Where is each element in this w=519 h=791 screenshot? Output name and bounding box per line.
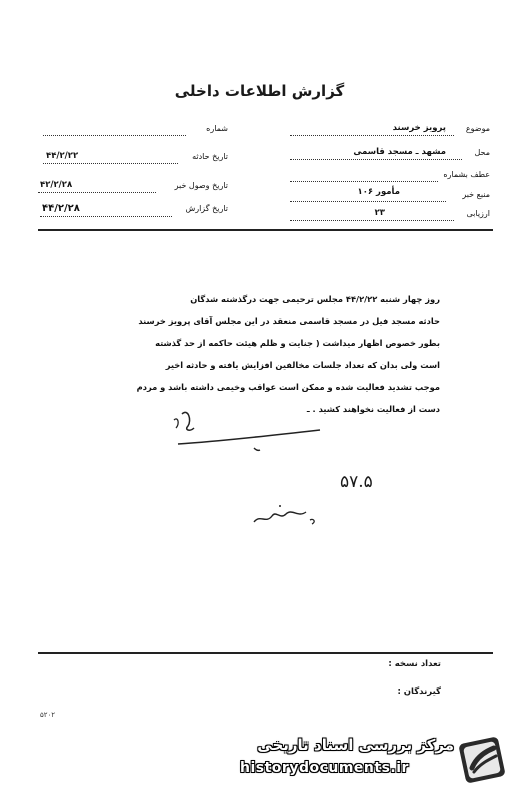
received-date-label: تاریخ وصول خبر [174,181,228,190]
report-date-value: ۴۴/۲/۲۸ [42,203,80,214]
source-value: مأمور ۱۰۶ [357,187,400,197]
report-date-dots [40,215,172,217]
subject-dots [290,134,454,136]
subject-value: پرویز خرسند [392,123,446,133]
event-date-value: ۴۴/۲/۲۲ [46,151,79,161]
watermark [230,732,512,786]
number-label: شماره [206,124,228,133]
reference-dots [290,180,438,182]
event-date-label: تاریخ حادثه [192,152,228,161]
report-date-label: تاریخ گزارش [185,204,228,213]
evaluation-dots [290,219,454,221]
reference-label: عطف بشماره [443,170,490,179]
annotation-number-text: ۵۷.۵ [340,472,373,492]
body-line: روز چهار شنبه ۴۴/۲/۲۲ مجلس ترحیمی جهت درگذشته شدگان [190,294,440,304]
received-date-dots [38,191,156,193]
archive-logo-icon [458,734,508,784]
header-rule [38,229,493,231]
evaluation-label: ارزیابی [466,209,490,218]
body-line: حادثه مسجد فیل در مسجد قاسمی منعقد در این مجلس آقای پرویز خرسند [138,316,440,326]
body-line: بطور خصوص اظهار میداشت ( جنایت و ظلم هیئت حاکمه از حد گذشته [155,338,440,348]
location-label: محل [474,148,490,157]
evaluation-value: ۲۳ [374,208,385,218]
watermark-title: مرکز بررسی اسناد تاریخی [257,736,454,754]
subject-label: موضوع [465,124,490,133]
report-title: گزارش اطلاعات داخلی [174,82,345,100]
footer-rule [38,652,493,654]
watermark-url: historydocuments.ir [240,760,409,776]
source-dots [290,200,446,202]
recipients-label: گیرندگان : [397,687,441,697]
received-date-value: ۴۲/۲/۲۸ [40,180,73,190]
body-line: دست از فعالیت نخواهند کشید . ـ [306,404,440,414]
handwritten-note [250,500,320,530]
right-fields [290,124,490,224]
signature-mark [170,400,330,460]
annotation-number [340,472,373,492]
body-line: است ولی بدان که تعداد جلسات مخالفین افزایش یافته و حادثه اخیر [165,360,440,370]
event-date-dots [43,162,178,164]
copies-label: تعداد نسخه : [388,659,441,669]
left-fields [38,124,228,224]
location-value: مشهد ـ مسجد قاسمی [353,147,446,157]
number-dots [43,134,186,136]
source-label: منبع خبر [462,190,490,199]
body-line: موجب تشدید فعالیت شده و ممکن است عواقب وخیمی داشته باشد و مردم [136,382,440,392]
stamp-code: ۵۲۰۲ [40,711,56,719]
location-dots [290,158,462,160]
